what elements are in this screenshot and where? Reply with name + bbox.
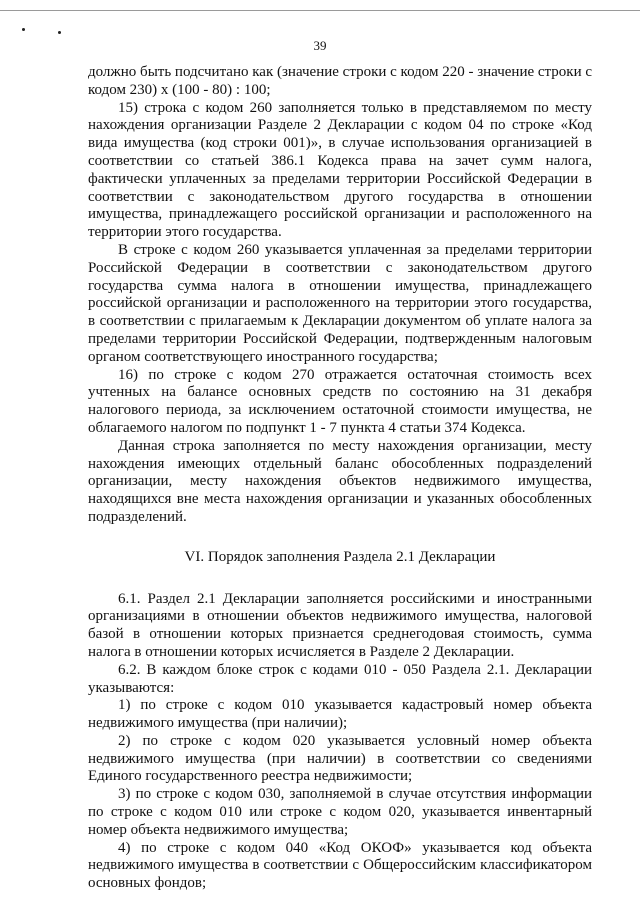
list-item: 3) по строке с кодом 030, заполняемой в случае отсутствия информации по строке с кодом 010 или строке с кодом 020, указывается инвентарный номер объекта недвижимого имущества;	[88, 786, 592, 838]
section-heading: VI. Порядок заполнения Раздела 2.1 Декларации	[184, 548, 496, 565]
paragraph: 6.2. В каждом блоке строк с кодами 010 - 050 Раздела 2.1. Декларации указываются:	[88, 661, 592, 696]
paragraph: 6.1. Раздел 2.1 Декларации заполняется российскими и иностранными организациями в отношении объектов недвижимого имущества, налоговой базой в отношении которых признается среднегодовая стоимость, сумма налога в отношении которых исчисляется в Разделе 2 Декларации.	[88, 590, 592, 660]
paragraph: 16) по строке с кодом 270 отражается остаточная стоимость всех учтенных на балансе основных средств по состоянию на 31 декабря налогового периода, за исключением остаточной стоимости имущества, не облагаемого налогом по подпункт 1 - 7 пункта 4 статьи 374 Кодекса.	[88, 366, 592, 436]
paragraph: должно быть подсчитано как (значение строки с кодом 220 - значение строки с кодом 230) x (100 - 80) : 100;	[88, 64, 593, 98]
scan-speck	[58, 31, 61, 34]
paragraph: Данная строка заполняется по месту нахождения организации, месту нахождения имеющих отдельный баланс обособленных подразделений организации, месту нахождения объектов недвижимого имущества, находящихся вне места нахождения организации и указанных обособленных подразделений.	[88, 437, 592, 525]
list-item: 2) по строке с кодом 020 указывается условный номер объекта недвижимого имущества (при наличии) в соответствии со сведениями Единого государственного реестра недвижимости;	[88, 732, 592, 785]
page-number: 39	[313, 38, 327, 53]
scan-speck	[22, 28, 25, 31]
paragraph: В строке с кодом 260 указывается уплаченная за пределами территории Российской Федерации в соответствии с законодательством другого государства сумма налога в отношении имущества, принадлежащего российской организации и расположенного на территории этого государства, в соответствии с прилагаемым к Декларации документом об уплате налога за пределами территории Российской Федерации, подтвержденным налоговым органом соответствующего иностранного государства;	[88, 241, 592, 365]
document-body	[88, 64, 592, 893]
paragraph: 15) строка с кодом 260 заполняется только в представляемом по месту нахождения организации Разделе 2 Декларации с кодом 04 по строке «Код вида имущества (код строки 001)», в случае использования организацией в соответствии со статьей 386.1 Кодекса права на зачет сумм налога, фактически уплаченных за пределами территории Российской Федерации в соответствии с законодательством другого государства в отношении имущества, принадлежащего российской организации и расположенного на территории этого государства.	[88, 99, 592, 241]
list-item: 1) по строке с кодом 010 указывается кадастровый номер объекта недвижимого имущества (при наличии);	[88, 697, 592, 732]
scan-edge-line	[0, 10, 640, 11]
list-item: 4) по строке с кодом 040 «Код ОКОФ» указывается код объекта недвижимого имущества в соответствии с Общероссийским классификатором основных фондов;	[88, 839, 592, 892]
